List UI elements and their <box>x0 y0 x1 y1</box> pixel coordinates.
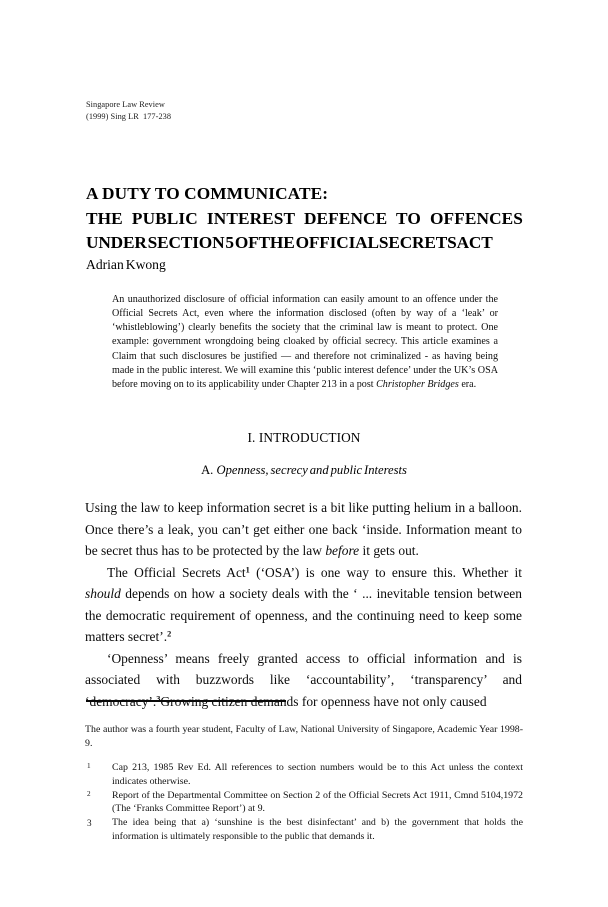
paragraph-1 <box>85 497 522 562</box>
subsection-heading-openness <box>0 461 608 479</box>
body-text <box>85 497 522 712</box>
footnote-number: 2 <box>87 789 91 798</box>
paragraph-3 <box>85 648 522 713</box>
p1-part-b: it gets out. <box>359 543 419 558</box>
article-abstract <box>112 293 498 392</box>
footnote-text: Report of the Departmental Committee on Section 2 of the Official Secrets Act 1911, Cmnd 5104,1972 (The ‘Franks Committee Report’) at 9. <box>112 789 523 815</box>
title-line-1: A DUTY TO COMMUNICATE: <box>86 184 329 203</box>
footnote-item <box>85 816 523 843</box>
subsection-letter: A. <box>201 463 217 477</box>
footnote-item <box>85 789 523 816</box>
article-author: Adrian Kwong <box>86 257 166 272</box>
paragraph-2 <box>85 562 522 648</box>
footnote-author-note: The author was a fourth year student, Faculty of Law, National University of Singapore, Academic Year 1998-9. <box>85 724 523 750</box>
p2-part-a: The Official Secrets Act <box>107 564 246 580</box>
p2-part-b: (‘OSA’) is one way to ensure this. Whether it <box>249 564 522 580</box>
abstract-text: An unauthorized disclosure of official information can easily amount to an offence under the Official Secrets Act, even where the information disclosed (often by way of a ‘leak’ or ‘whistleblowing’) clearly benefits the society that the criminal law is meant to protect. One example: government wrongdoing being cloaked by official secrecy. This article examines a Claim that such disclosures be justified — and therefore not criminalized - as having being made in the public interest. We will examine this ‘public interest defence’ under the UK’s OSA before moving on to its applicability under Chapter 213 in a post <box>112 294 498 390</box>
p3-part-a: ‘Openness’ means freely granted access to official information and is associated with buzzwords like ‘accountability’, ‘transparency’ and ‘democracy’. <box>85 650 522 709</box>
p3-part-b: Growing citizen demands for openness have not only caused <box>160 693 487 709</box>
footnote-number: 3 <box>87 818 92 829</box>
p1-emphasis-before: before <box>325 543 360 558</box>
article-title <box>86 182 523 256</box>
title-line-3: UNDER SECTION 5 OF THE OFFICIAL SECRETS ACT <box>86 233 493 253</box>
footnote-marker-1[interactable]: 1 <box>245 565 250 575</box>
title-line-2: THE PUBLIC INTEREST DEFENCE TO OFFENCES <box>86 208 523 228</box>
section-heading-introduction: I. INTRODUCTION <box>247 430 361 445</box>
footnote-separator-rule <box>86 700 286 702</box>
footnote-marker-3[interactable]: 3 <box>156 694 161 704</box>
journal-citation: (1999) Sing LR 177-238 <box>86 111 172 121</box>
journal-running-head <box>86 99 171 122</box>
footnote-text: The idea being that a) ‘sunshine is the best disinfectant’ and b) the government that holds the information is ultimately responsible to the public that demands it. <box>112 817 523 842</box>
footnote-number: 1 <box>87 762 91 770</box>
journal-name: Singapore Law Review <box>86 100 165 109</box>
p1-part-a: Using the law to keep information secret is a bit like putting helium in a balloon. Once there’s a leak, you can’t get either one back ‘inside. Information meant to be secret thus has to be protected by the law <box>85 500 522 558</box>
footnote-text: Cap 213, 1985 Rev Ed. All references to section numbers would be to this Act unless the context indicates otherwise. <box>112 762 523 787</box>
subsection-title: Openness, secrecy and public Interests <box>216 463 407 477</box>
p2-emphasis-should: should <box>85 586 121 601</box>
p2-part-c: depends on how a society deals with the ‘ ... inevitable tension between the democratic requirement of openness, and the continuing need to keep some matters secret’. <box>85 586 522 644</box>
footnote-marker-2[interactable]: 2 <box>167 629 172 639</box>
abstract-tail: era. <box>458 378 477 390</box>
footnote-item <box>85 761 523 788</box>
footnote-list <box>85 761 523 844</box>
abstract-case-name: Christopher Bridges <box>376 378 459 390</box>
